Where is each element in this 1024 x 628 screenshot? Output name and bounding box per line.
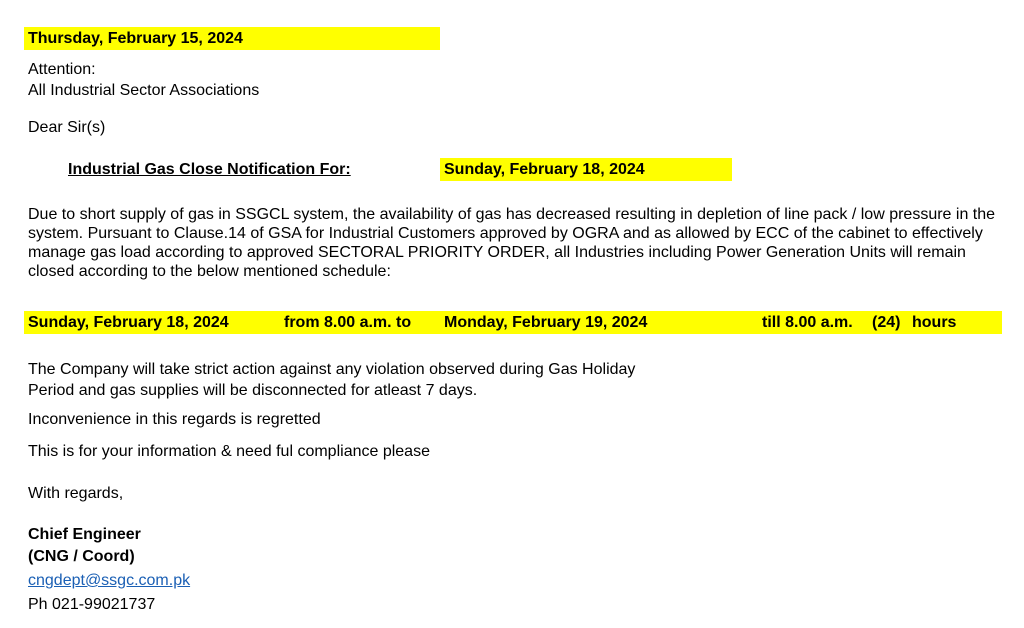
schedule-highlight	[24, 311, 1002, 334]
salutation: Dear Sir(s)	[28, 119, 106, 136]
schedule-end-date: Monday, February 19, 2024	[444, 314, 648, 331]
schedule-till: till 8.00 a.m.	[762, 314, 853, 331]
closing-line: With regards,	[28, 485, 124, 502]
schedule-start-date: Sunday, February 18, 2024	[28, 314, 229, 331]
phone-line	[28, 595, 155, 615]
signatory-dept: (CNG / Coord)	[28, 548, 135, 565]
phone-label: Ph	[28, 596, 48, 613]
notification-title: Industrial Gas Close Notification For:	[68, 161, 351, 178]
action-line-2: Period and gas supplies will be disconnected for atleast 7 days.	[28, 382, 478, 399]
notification-date-highlight	[440, 158, 732, 181]
compliance-line: This is for your information & need ful compliance please	[28, 443, 430, 460]
attention-label: Attention:	[28, 61, 96, 78]
body-paragraph: Due to short supply of gas in SSGCL system, the availability of gas has decreased resulting in depletion of line pack / low pressure in the system. Pursuant to Clause.14 of GSA for Industrial Customers approved by OGRA and as allowed by ECC of the cabinet to effectively manage gas load according to approved SECTORAL PRIORITY ORDER, all Industries including Power Generation Units will remain closed according to the below mentioned schedule:	[28, 206, 996, 280]
letter-date: Thursday, February 15, 2024	[28, 30, 243, 47]
phone-number: 021-99021737	[52, 596, 156, 613]
email-link[interactable]: cngdept@ssgc.com.pk	[28, 572, 191, 589]
schedule-unit: hours	[912, 314, 957, 331]
regret-line: Inconvenience in this regards is regretted	[28, 411, 321, 428]
schedule-from: from 8.00 a.m. to	[284, 314, 412, 331]
action-line-1: The Company will take strict action against any violation observed during Gas Holiday	[28, 361, 636, 378]
signatory-title: Chief Engineer	[28, 526, 141, 543]
schedule-duration: (24)	[872, 314, 901, 331]
attention-recipient: All Industrial Sector Associations	[28, 82, 260, 99]
notification-date: Sunday, February 18, 2024	[444, 161, 645, 178]
date-highlight	[24, 27, 440, 50]
